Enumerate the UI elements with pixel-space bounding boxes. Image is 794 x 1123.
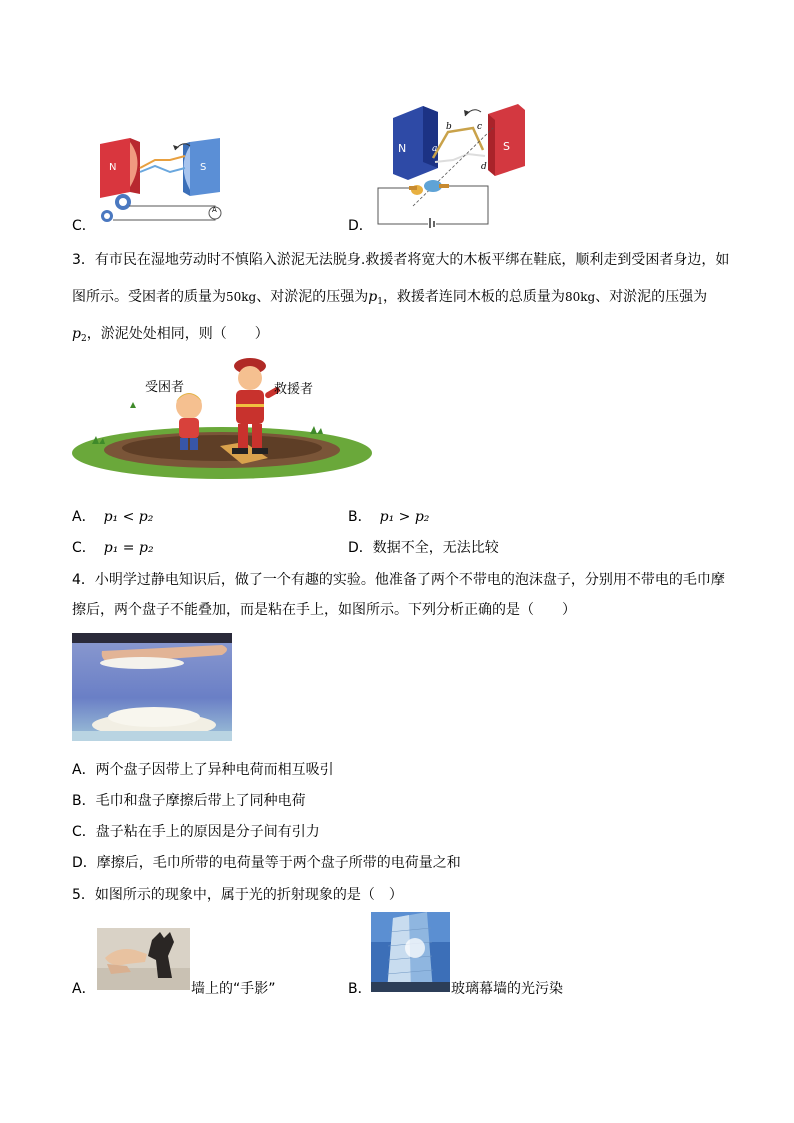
coil-label-c: c [477, 122, 483, 132]
label-rescuer: 救援者 [274, 382, 314, 397]
ammeter-label: A [212, 206, 217, 214]
q4-option-c[interactable]: C．盘子粘在手上的原因是分子间有引力 [72, 824, 320, 840]
q4-option-b[interactable]: B．毛巾和盘子摩擦后带上了同种电荷 [72, 793, 306, 809]
q4-line-2: 擦后，两个盘子不能叠加，而是粘在手上，如图所示。下列分析正确的是（ ） [72, 602, 576, 618]
figure-c [95, 132, 235, 227]
foam-plate-photo [72, 633, 232, 741]
q5-line-1: 5．如图所示的现象中，属于光的折射现象的是（ ） [72, 887, 403, 903]
s-pole-label: S [503, 140, 510, 153]
coil-label-a: a [432, 144, 438, 154]
q5-option-b-text: 玻璃幕墙的光污染 [451, 981, 563, 997]
q3-line-2: 图所示。受困者的质量为50kg、对淤泥的压强为$p_1$，救援者连同木板的总质量为80kg、对淤泥的压强为 [72, 289, 708, 307]
figure-d [373, 98, 528, 228]
coil-label-b: b [446, 122, 452, 132]
q3-option-c[interactable]: C． p₁ = p₂ [72, 540, 154, 556]
q3-option-b[interactable]: B． p₁ > p₂ [348, 509, 430, 525]
option-d-label: D． [348, 218, 373, 234]
hand-shadow-photo [97, 928, 190, 990]
q4-option-a[interactable]: A．两个盘子因带上了异种电荷而相互吸引 [72, 762, 334, 778]
q4-line-1: 4．小明学过静电知识后，做了一个有趣的实验。他准备了两个不带电的泡沫盘子，分别用不带电的毛巾摩 [72, 572, 725, 588]
q3-line-1: 3．有市民在湿地劳动时不慎陷入淤泥无法脱身.救援者将宽大的木板平绑在鞋底，顺利走到受困者身边，如 [72, 252, 730, 268]
q3-option-d[interactable]: D．数据不全，无法比较 [348, 540, 499, 556]
glass-curtain-wall-photo [371, 912, 450, 992]
option-c-label: C． [72, 218, 96, 234]
q3-option-a[interactable]: A． p₁ < p₂ [72, 509, 154, 525]
q3-line-3: $p_2$，淤泥处处相同，则（ ） [72, 326, 269, 344]
mud-rescue-figure [72, 348, 377, 480]
q5-option-b[interactable]: B． [348, 981, 372, 997]
q5-option-a-text: 墙上的“手影” [191, 981, 276, 997]
s-pole-label: S [200, 162, 207, 173]
label-trapped: 受困者 [145, 380, 185, 395]
q5-option-a[interactable]: A． [72, 981, 96, 997]
n-pole-label: N [109, 162, 117, 173]
q4-option-d[interactable]: D．摩擦后，毛巾所带的电荷量等于两个盘子所带的电荷量之和 [72, 855, 461, 871]
n-pole-label: N [398, 142, 407, 155]
coil-label-d: d [481, 162, 487, 172]
